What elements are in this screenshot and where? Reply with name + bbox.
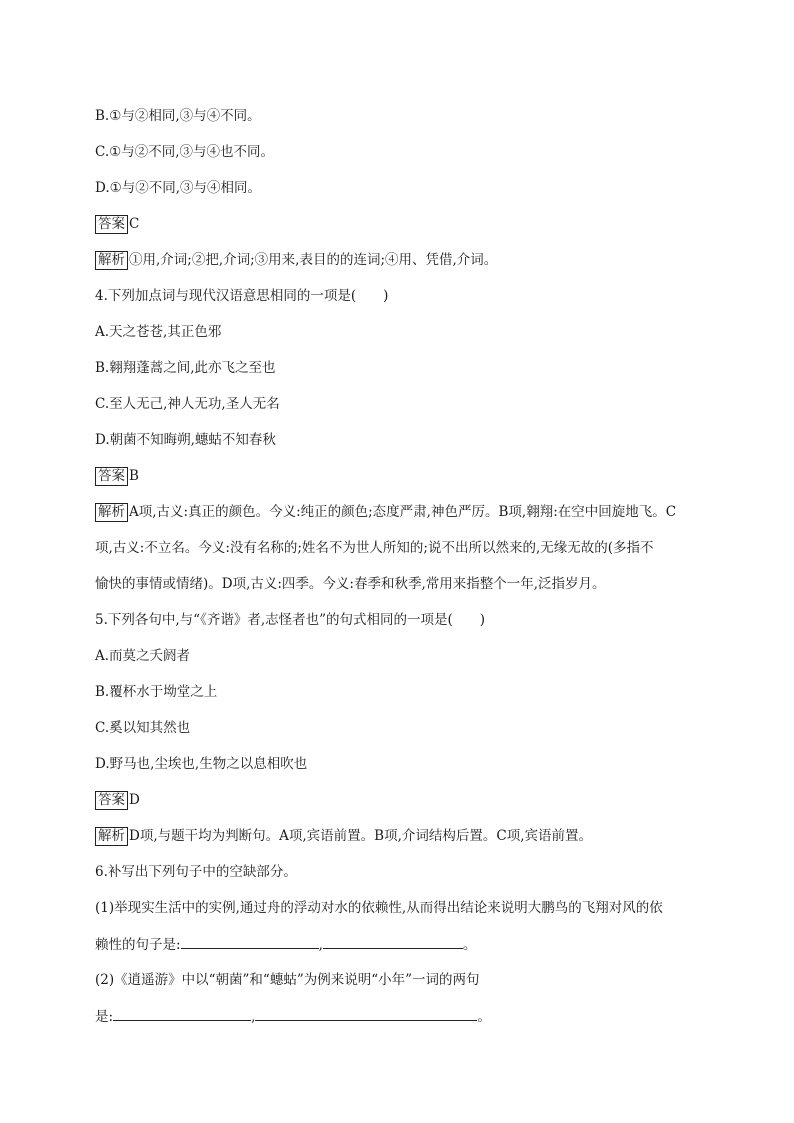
- q5-option-d: D.野马也,尘埃也,生物之以息相吹也: [95, 756, 308, 772]
- item1-prefix-text: 赖性的句子是:: [95, 937, 181, 953]
- fill-blank-1[interactable]: [181, 934, 319, 949]
- q5-option-c: C.奚以知其然也: [95, 720, 191, 736]
- q4-option-d: D.朝菌不知晦朔,蟪蛄不知春秋: [95, 432, 276, 448]
- q3-option-c: C.①与②不同,③与④也不同。: [95, 144, 275, 160]
- q4-analysis: [95, 502, 676, 522]
- analysis-text: D项,与题干均为判断句。A项,宾语前置。B项,介词结构后置。C项,宾语前置。: [129, 828, 592, 844]
- answer-value: D: [129, 792, 140, 808]
- q4-stem: 4.下列加点词与现代汉语意思相同的一项是( ): [95, 288, 389, 304]
- q3-option-b: B.①与②相同,③与④不同。: [95, 108, 261, 124]
- q3-option-d: D.①与②不同,③与④相同。: [95, 180, 262, 196]
- q4-analysis-line3: 愉快的事情或情绪)。D项,古义:四季。今义:春季和秋季,常用来指整个一年,泛指岁月。: [95, 576, 606, 592]
- analysis-label: 解析: [95, 251, 128, 270]
- analysis-text: A项,古义:真正的颜色。今义:纯正的颜色;态度严肃,神色严厉。B项,翱翔:在空中回旋地飞。C: [129, 504, 677, 520]
- item2-separator: ,: [251, 1009, 256, 1025]
- item2-end: 。: [477, 1009, 491, 1025]
- q5-stem: 5.下列各句中,与“《齐谐》者,志怪者也”的句式相同的一项是( ): [95, 612, 486, 628]
- q6-item1-line1: (1)举现实生活中的实例,通过舟的浮动对水的依赖性,从而得出结论来说明大鹏鸟的飞翔对风的依: [95, 900, 663, 916]
- q4-option-b: B.翱翔蓬蒿之间,此亦飞之至也: [95, 360, 276, 376]
- fill-blank-4[interactable]: [255, 1006, 477, 1021]
- q3-answer: [95, 214, 139, 234]
- answer-value: B: [129, 468, 139, 484]
- item2-prefix-text: 是:: [95, 1009, 114, 1025]
- q6-item2-line2: [95, 1006, 491, 1027]
- answer-label: 答案: [95, 791, 128, 810]
- answer-label: 答案: [95, 215, 128, 234]
- fill-blank-3[interactable]: [113, 1006, 251, 1021]
- q4-answer: [95, 466, 139, 486]
- q6-item2-line1: (2)《逍遥游》中以“朝菌”和“蟪蛄”为例来说明“小年”一词的两句: [95, 972, 480, 988]
- q5-option-b: B.覆杯水于坳堂之上: [95, 684, 218, 700]
- answer-label: 答案: [95, 467, 128, 486]
- analysis-label: 解析: [95, 503, 128, 522]
- analysis-label: 解析: [95, 827, 128, 846]
- item1-separator: ,: [318, 937, 323, 953]
- q4-option-a: A.天之苍苍,其正色邪: [95, 324, 222, 340]
- q3-analysis: [95, 250, 497, 270]
- q5-analysis: [95, 826, 592, 846]
- q6-stem: 6.补写出下列句子中的空缺部分。: [95, 864, 297, 880]
- q5-answer: [95, 790, 140, 810]
- analysis-text: ①用,介词;②把,介词;③用来,表目的的连词;④用、凭借,介词。: [129, 252, 498, 268]
- item1-end: 。: [462, 937, 477, 953]
- q6-item1-line2: [95, 934, 476, 955]
- q4-option-c: C.至人无己,神人无功,圣人无名: [95, 396, 280, 412]
- q4-analysis-line2: 项,古义:不立名。今义:没有名称的;姓名不为世人所知的;说不出所以然来的,无缘无故的(多指不: [95, 540, 654, 556]
- answer-value: C: [129, 216, 140, 232]
- q5-option-a: A.而莫之夭阏者: [95, 648, 191, 664]
- fill-blank-2[interactable]: [323, 934, 463, 949]
